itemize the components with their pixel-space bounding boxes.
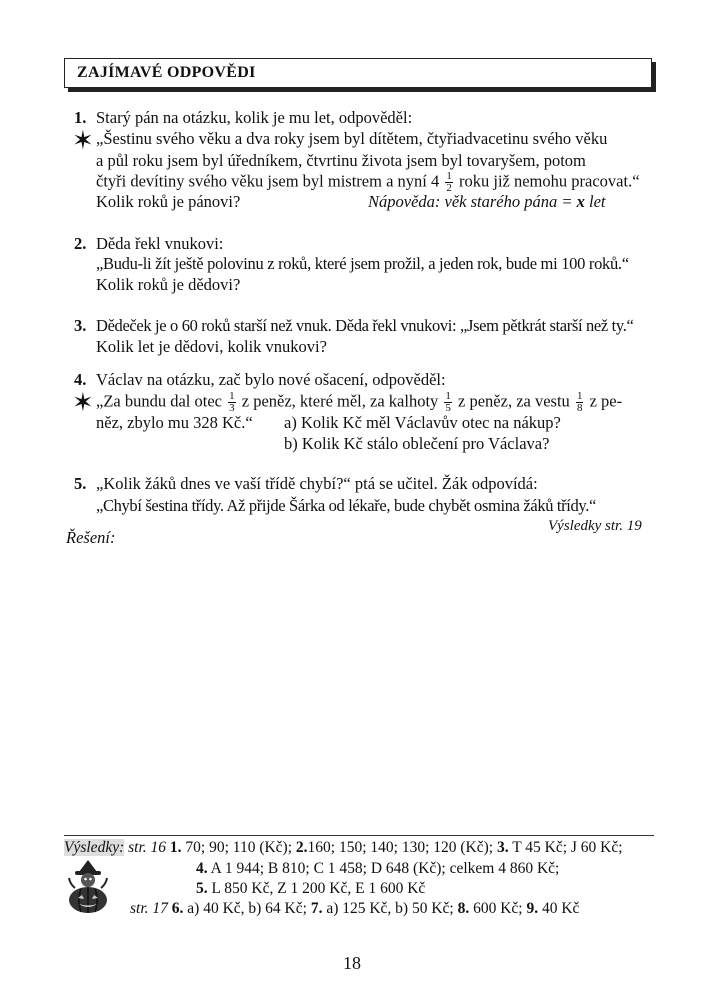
section-title: ZAJÍMAVÉ ODPOVĚDI [77, 64, 256, 81]
result-text: A 1 944; B 810; C 1 458; D 648 (Kč); celkem 4 860 Kč; [210, 860, 560, 877]
problem-number: 5. [74, 474, 87, 493]
result-text: 70; 90; 110 (Kč); [185, 839, 293, 856]
result-text: a) 125 Kč, b) 50 Kč; [326, 900, 454, 917]
problem-text-segment: z peněz, za vestu [458, 391, 570, 411]
problem-text-line: něz, zbylo mu 328 Kč.“ [96, 413, 253, 432]
results-reference: Výsledky str. 19 [548, 518, 642, 534]
result-number: 2. [295, 839, 308, 856]
problem-text-line: Václav na otázku, zač bylo nové ošacení, odpověděl: [96, 370, 446, 389]
solution-label: Řešení: [66, 528, 116, 547]
question-a: a) Kolik Kč měl Václavův otec na nákup? [284, 413, 561, 432]
question-b: b) Kolik Kč stálo oblečení pro Václava? [284, 434, 550, 453]
problem-text-line: „Šestinu svého věku a dva roky jsem byl dítětem, čtyřiadvacetinu svého věku [96, 129, 608, 148]
result-text: 600 Kč; [473, 900, 523, 917]
problem-text-line [96, 391, 622, 414]
problem-text-line: a půl roku jsem byl úředníkem, čtvrtinu života jsem byl tovaryšem, potom [96, 151, 586, 170]
results-row [130, 899, 579, 918]
result-number: 9. [526, 900, 539, 917]
problem-number: 2. [74, 234, 87, 253]
results-page-ref: str. 16 [128, 839, 167, 856]
problem-text-line: „Chybí šestina třídy. Až přijde Šárka od lékaře, bude chybět osmina žáků třídy.“ [96, 496, 597, 515]
problem-question: Kolik let je dědovi, kolik vnukovi? [96, 337, 327, 356]
result-number: 1. [169, 839, 182, 856]
problem-text-line: „Budu-li žít ještě polovinu z roků, které jsem prožil, a jeden rok, bude mi 100 roků.“ [96, 254, 629, 273]
result-text: a) 40 Kč, b) 64 Kč; [187, 900, 307, 917]
problem-text-segment: čtyři devítiny svého věku jsem byl mistrem a nyní 4 [96, 171, 440, 191]
result-number: 5. [196, 880, 208, 897]
results-row [196, 859, 559, 878]
problem-text-segment: roku již nemohu pracovat.“ [459, 171, 640, 191]
problem-text-line: „Kolik žáků dnes ve vaší třídě chybí?“ ptá se učitel. Žák odpovídá: [96, 474, 538, 493]
section-header-box [64, 58, 652, 88]
fraction: $\frac{1}{5}$ [445, 390, 451, 414]
star-icon: ✶ [72, 388, 94, 418]
results-row [196, 879, 425, 898]
result-number: 8. [457, 900, 470, 917]
problem-text-line [96, 171, 640, 194]
hint-label: Nápověda: věk starého pána = [368, 192, 573, 211]
hint [368, 192, 606, 212]
fraction: $\frac{1}{8}$ [576, 390, 583, 414]
star-icon: ✶ [72, 126, 94, 156]
results-page-ref: str. 17 [130, 900, 168, 917]
results-label: Výsledky: [64, 839, 125, 856]
result-text: T 45 Kč; J 60 Kč; [512, 839, 623, 856]
problem-text-line: Dědeček je o 60 roků starší než vnuk. Děda řekl vnukovi: „Jsem pětkrát starší než ty.“ [96, 316, 634, 335]
result-text: L 850 Kč, Z 1 200 Kč, E 1 600 Kč [211, 880, 426, 897]
fraction: $\frac{1}{2}$ [446, 170, 452, 194]
problem-text-segment: z peněz, které měl, za kalhoty [241, 391, 439, 411]
problem-text-line: Starý pán na otázku, kolik je mu let, odpověděl: [96, 108, 413, 127]
hint-unit: let [589, 192, 606, 211]
page-number: 18 [343, 953, 361, 973]
result-number: 6. [171, 900, 184, 917]
problem-question: Kolik roků je pánovi? [96, 192, 241, 211]
problem-question: Kolik roků je dědovi? [96, 275, 241, 294]
result-number: 4. [196, 860, 208, 877]
fraction: $\frac{1}{3}$ [229, 390, 235, 414]
problem-number: 4. [74, 370, 87, 389]
pumpkin-character-icon [66, 858, 110, 914]
result-number: 3. [496, 839, 509, 856]
hint-variable: x [576, 192, 585, 211]
results-divider [64, 835, 654, 836]
problem-text-segment: z pe- [589, 391, 623, 411]
problem-number: 1. [74, 108, 87, 127]
result-number: 7. [310, 900, 323, 917]
result-text: 160; 150; 140; 130; 120 (Kč); [307, 839, 494, 856]
problem-text-segment: „Za bundu dal otec [96, 391, 222, 411]
results-row [64, 838, 623, 857]
problem-text-line: Děda řekl vnukovi: [96, 234, 224, 253]
result-text: 40 Kč [541, 900, 580, 917]
problem-number: 3. [74, 316, 87, 335]
